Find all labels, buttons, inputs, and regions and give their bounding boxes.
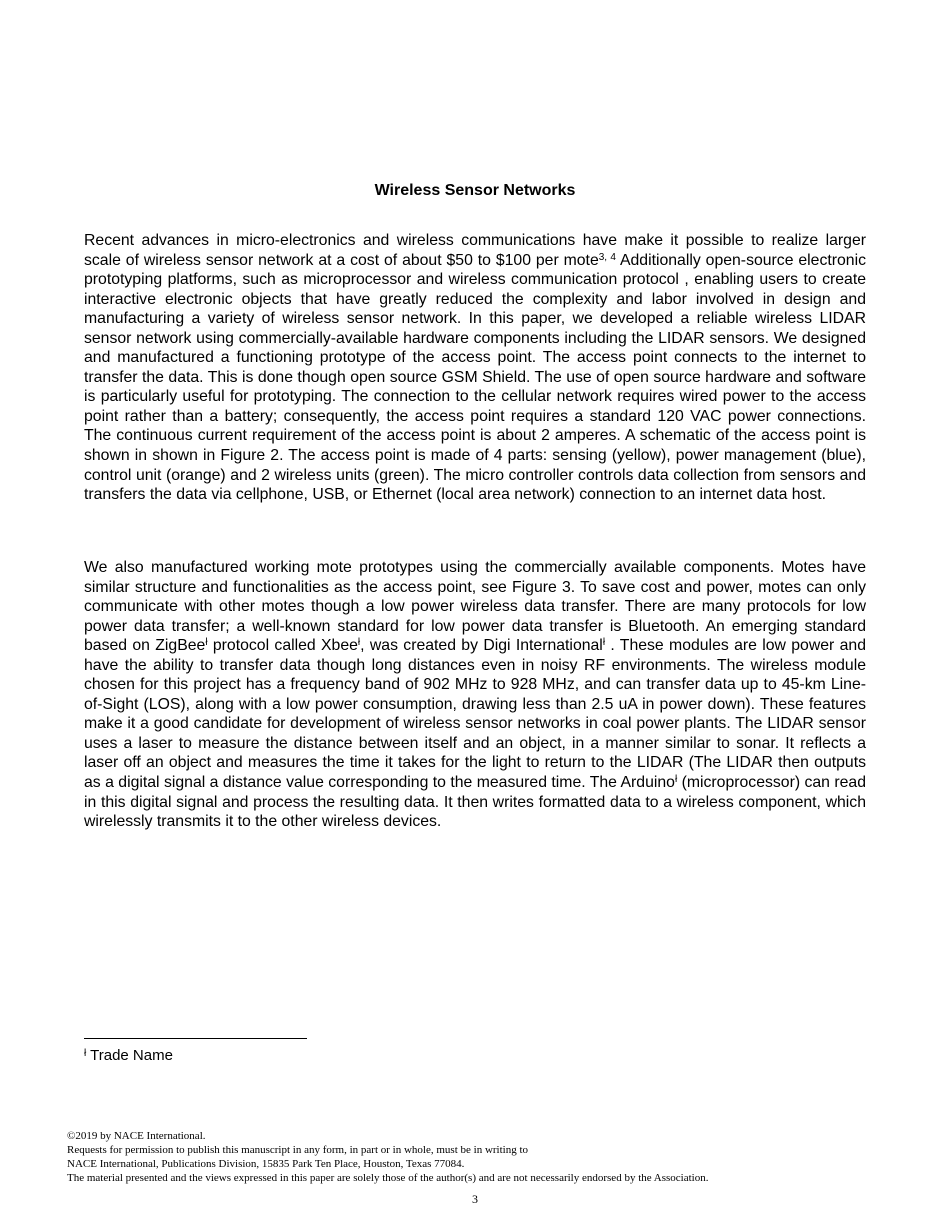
footnote-mark: ł: [84, 1048, 87, 1059]
body-paragraph-1: [84, 231, 866, 505]
page-number: 3: [472, 1192, 478, 1206]
paragraph-text: (microprocessor) can read in this digital signal and process the resulting data. It then writes formatted data to a wireless component, which wirelessly transmits it to the other wireless devices.: [84, 774, 866, 831]
footer-line: ©2019 by NACE International.: [67, 1130, 206, 1142]
paragraph-text: , was created by Digi International: [360, 637, 603, 655]
trade-name-mark: ł: [602, 637, 606, 649]
paragraph-text: Additionally open-source electronic prototyping platforms, such as microprocessor and wireless communication protocol , enabling users to create interactive electronic objects that have greatly reduced the complexity and labor involved in design and manufacturing a variety of wireless sensor network. In this paper, we developed a reliable wireless LIDAR sensor network using commercially-available hardware components including the LIDAR sensors. We designed and manufactured a functioning prototype of the access point. The access point connects to the internet to transfer the data. This is done though open source GSM Shield. The use of open source hardware and software is particularly useful for prototyping. The connection to the cellular network requires wired power to the access point rather than a battery; consequently, the access point requires a standard 120 VAC power connections. The continuous current requirement of the access point is about 2 amperes. A schematic of the access point is shown in shown in Figure 2. The access point is made of 4 parts: sensing (yellow), power management (blue), control unit (orange) and 2 wireless units (green). The micro controller controls data collection from sensors and transfers the data via cellphone, USB, or Ethernet (local area network) connection to an internet data host.: [84, 251, 866, 504]
copyright-footer: [67, 1129, 887, 1185]
footer-line: NACE International, Publications Division, 15835 Park Ten Place, Houston, Texas 77084.: [67, 1158, 465, 1170]
section-title: Wireless Sensor Networks: [374, 182, 576, 199]
footnote-divider: [84, 1038, 307, 1039]
body-paragraph-2: [84, 558, 866, 832]
trade-name-mark: ł: [357, 637, 361, 649]
paragraph-text: protocol called Xbee: [207, 637, 358, 655]
paragraph-text: We also manufactured working mote prototypes using the commercially available components. Motes have similar structure and functionalities as the access point, see Figure 3. To save cost and power, motes can only communicate with other motes though a low power wireless data transfer. There are many protocols for low power data transfer; a well-known standard for low power data transfer is Bluetooth. An emerging standard based on ZigBee: [84, 559, 866, 655]
citation-superscript: 3, 4: [598, 251, 616, 263]
footer-line: The material presented and the views expressed in this paper are solely those of the author(s) and are not necessarily endorsed by the Association.: [67, 1172, 709, 1184]
trade-name-mark: ł: [205, 637, 208, 649]
footnote-text: Trade Name: [86, 1047, 173, 1064]
paragraph-text: Recent advances in micro-electronics and wireless communications have make it possible to realize larger scale of wireless sensor network at a cost of about $50 to $100 per mote: [84, 232, 866, 269]
trade-name-mark: ł: [674, 774, 678, 786]
footer-line: Requests for permission to publish this manuscript in any form, in part or in whole, must be in writing to: [67, 1144, 529, 1156]
footnote: [84, 1046, 173, 1065]
paragraph-text: . These modules are low power and have the ability to transfer data though long distances even in noisy RF environments. The wireless module chosen for this project has a frequency band of 902 MHz to 928 MHz, and can transfer data up to 45-km Line-of-Sight (LOS), along with a low power consumption, drawing less than 2.5 uA in power down). These features make it a good candidate for development of wireless sensor networks in coal power plants. The LIDAR sensor uses a laser to measure the distance between itself and an object, in a manner similar to sonar. It reflects a laser off an object and measures the time it takes for the light to return to the LIDAR (The LIDAR then outputs as a digital signal a distance value corresponding to the measured time. The Arduino: [84, 637, 866, 792]
